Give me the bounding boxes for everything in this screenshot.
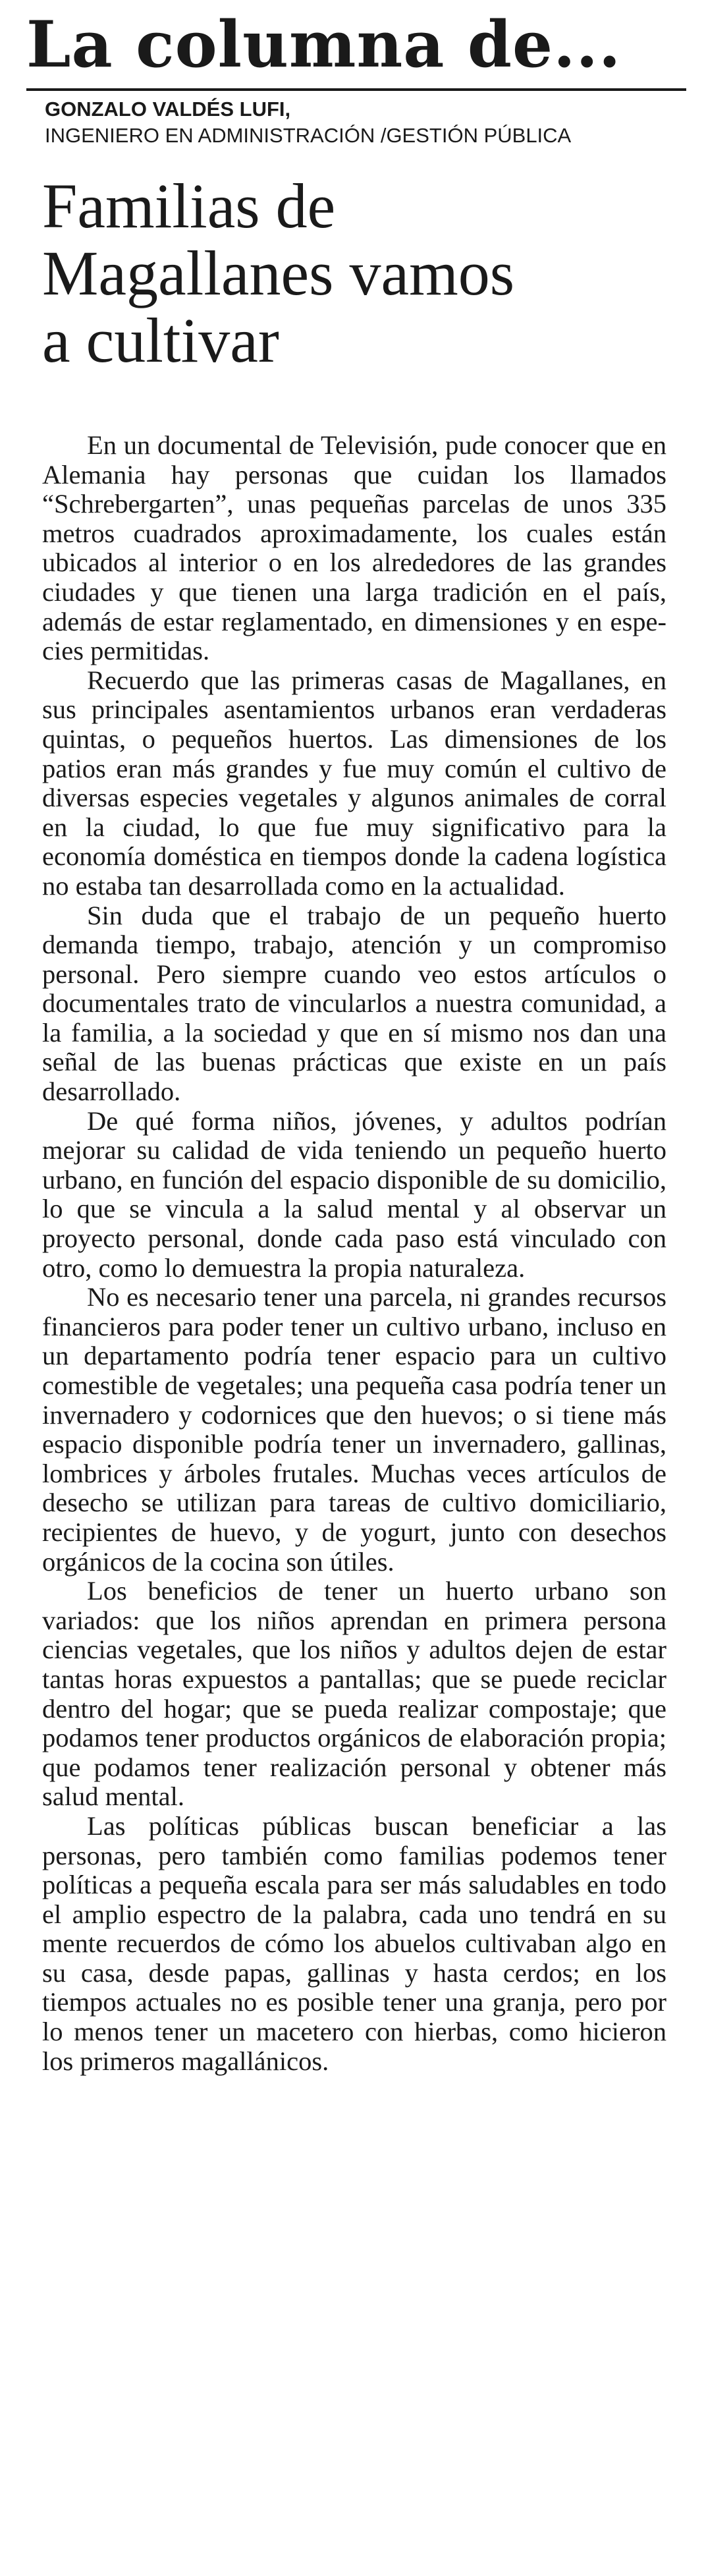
author-name: GONZALO VALDÉS LUFI, [45,98,291,121]
article-paragraph: No es necesario tener una parcela, ni grandes recursos financieros para poder tener un cultivo urbano, incluso en un departamento podría tener espacio para un cultivo comestible de vegetales; una pequeña casa podría tener un invernadero y codornices que den huevos; o si tiene más espacio disponible podría tener un invernadero, gallinas, lombrices y árboles frutales. Muchas veces artículos de desecho se utilizan para tareas de cultivo domiciliario, recipientes de huevo, y de yogurt, junto con desechos orgánicos de la cocina son útiles. [42,1282,666,1577]
article-paragraph: Las políticas públicas buscan beneficiar a las personas, pero también como familias podemos tener políticas a pequeña escala para ser más saludables en todo el amplio espectro de la palabra, cada uno tendrá en su mente recuerdos de cómo los abuelos cultivaban algo en su casa, desde papas, gallinas y hasta cerdos; en los tiempos actuales no es posible tener una granja, pero por lo menos tener un macetero con hierbas, como hicieron los primeros magallánicos. [42,1810,666,2076]
article-paragraph: En un documental de Televisión, pude conocer que en Alemania hay personas que cuidan los llamados “Schrebergarten”, unas pequeñas parcelas de unos 335 metros cuadrados aproximadamente, los cuales están ubicados al interior o en los alrededores de las grandes ciudades y que tienen una larga tradición en el país, además de estar reglamentado, en dimensiones y en especies permitidas. [42,430,666,666]
article-paragraph: Recuerdo que las primeras casas de Magallanes, en sus principales asentamientos urbanos eran verdaderas quintas, o pequeños huertos. Las dimensiones de los patios eran más grandes y fue muy común el cultivo de diversas especies vegetales y algunos animales de corral en la ciudad, lo que fue muy significativo para la economía doméstica en tiempos donde la cadena logística no estaba tan desarrollada como en la actualidad. [42,665,666,901]
headline-line: Familias de [42,171,336,241]
article-paragraph: De qué forma niños, jóvenes, y adultos podrían mejorar su calidad de vida teniendo un pequeño huerto urbano, en función del espacio disponible de su domicilio, lo que se vincula a la salud mental y al observar un proyecto personal, donde cada paso está vinculado con otro, como lo demuestra la propia naturaleza. [42,1106,666,1283]
headline-line: a cultivar [42,305,279,376]
article-paragraph: Sin duda que el trabajo de un pequeño huerto demanda tiempo, trabajo, atención y un compromiso personal. Pero siempre cuando veo estos artículos o documentales trato de vincularlos a nuestra comunidad, a la familia, a la sociedad y que en sí mismo nos dan una señal de las buenas prácticas que existe en un país desarrollado. [42,900,666,1107]
article-body [42,431,666,2076]
author-role: INGENIERO EN ADMINISTRACIÓN /GESTIÓN PÚBLICA [45,124,572,147]
article-paragraph: Los beneficios de tener un huerto urbano son variados: que los niños aprendan en primera persona ciencias vegetales, que los niños y adultos dejen de estar tantas horas expuestos a pantallas; que se puede reciclar dentro del hogar; que se pueda realizar compostaje; que podamos tener productos orgánicos de elaboración propia; que podamos tener realización personal y obtener más salud mental. [42,1576,666,1812]
title-divider [26,88,686,91]
section-title: La columna de... [26,7,622,82]
article-headline [42,173,688,374]
headline-line: Magallanes vamos [42,238,515,308]
